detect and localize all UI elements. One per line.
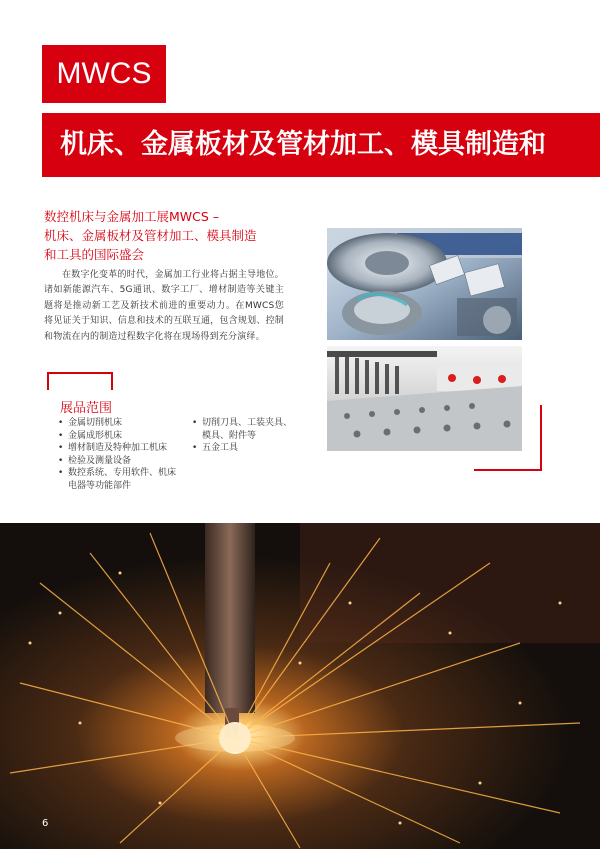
subtitle-line: 和工具的国际盛会 [44,247,145,262]
list-item: • 切削刀具、工装夹具、模具、附件等 [192,417,297,442]
scope-list-right [192,417,312,455]
mwcs-tag: MWCS [42,45,166,103]
list-item: • 金属成形机床 [58,430,198,443]
page-number: 6 [42,818,49,829]
milling-cutter-photo [327,228,522,340]
intro-subtitle [44,207,296,264]
photo-bracket [474,405,542,471]
list-item: • 金属切削机床 [58,417,198,430]
cutting-sparks-photo [0,523,600,849]
list-item: • 五金工具 [192,442,312,455]
page-title-banner: 机床、金属板材及管材加工、模具制造和 [42,113,600,177]
scope-title: 展品范围 [60,401,113,416]
list-item: • 数控系统、专用软件、机床电器等功能部件 [58,467,183,492]
scope-bracket [47,372,113,390]
list-item: • 增材制造及特种加工机床 [58,442,198,455]
list-item: • 检验及测量设备 [58,455,198,468]
scope-list-left [58,417,198,493]
subtitle-line: 机床、金属板材及管材加工、模具制造 [44,228,257,243]
intro-paragraph: 在数字化变革的时代，金属加工行业将占据主导地位。诸如新能源汽车、5G通讯、数字工厂、增材制造等关键主题将是推动新工艺及新技术前进的重要动力。在MWCS您将见证关于知识、信息和技术的互联互通，包含规划、控制和物流在内的制造过程数字化将在现场得到充分演绎。 [44,270,284,342]
subtitle-line: 数控机床与金属加工展MWCS – [44,209,220,224]
